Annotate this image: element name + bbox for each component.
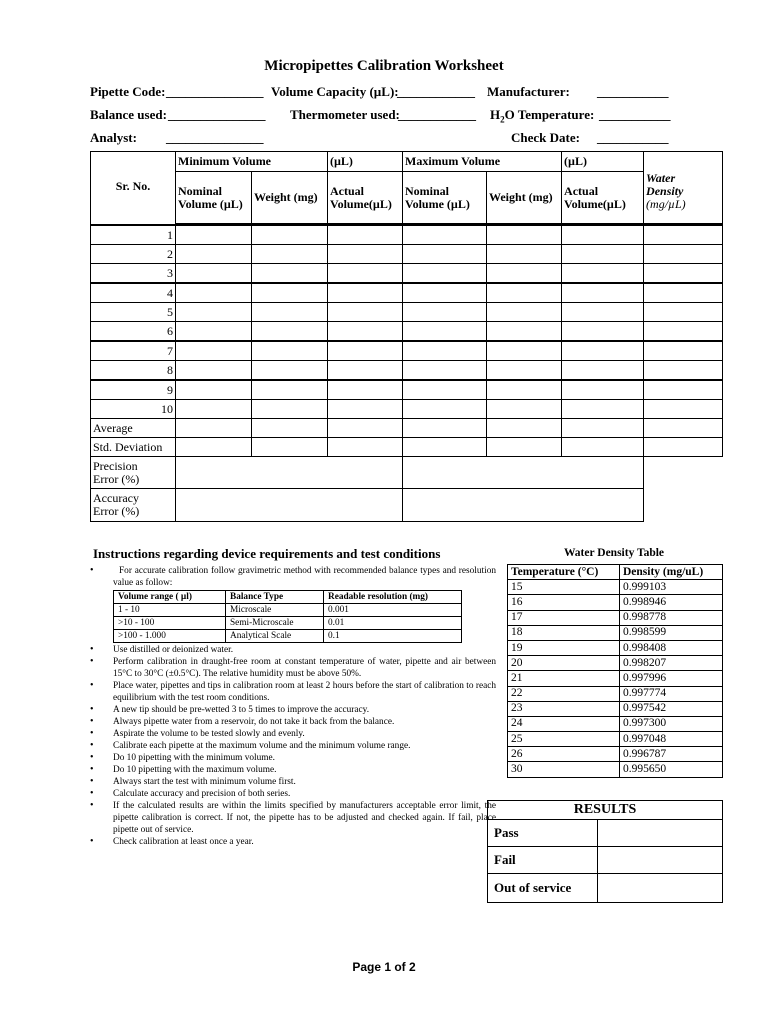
max-volume-unit: (µL) [562,152,644,172]
cell[interactable] [562,380,644,400]
fail-cell[interactable] [598,847,723,874]
cell[interactable] [644,438,723,457]
out-of-service-cell[interactable] [598,874,723,903]
accuracy-label: Accuracy Error (%) [91,489,176,522]
cell[interactable] [328,361,403,381]
pass-label: Pass [488,820,598,847]
table-row [91,264,723,284]
list-item: • Aspirate the volume to be tested slowly and evenly. [90,728,496,740]
row-number: 10 [91,400,176,419]
row-number: 2 [91,245,176,264]
cell[interactable] [176,322,252,342]
cell[interactable] [644,264,723,284]
cell[interactable] [328,380,403,400]
table-row: 17 0.998778 [508,610,723,625]
average-label: Average [91,419,176,438]
table-row: 20 0.998207 [508,656,723,671]
pass-cell[interactable] [598,820,723,847]
analyst-field[interactable]: _______________ [166,130,264,145]
list-item: • Use distilled or deionized water. [90,644,496,656]
cell[interactable] [562,264,644,284]
cell[interactable] [252,400,328,419]
cell[interactable] [644,400,723,419]
cell[interactable] [176,245,252,264]
cell[interactable] [487,380,562,400]
cell[interactable] [487,361,562,381]
thermometer-used-label: Thermometer used: [290,107,400,122]
instructions-list [90,565,496,848]
cell[interactable] [562,283,644,303]
row-number: 6 [91,322,176,342]
table-row [91,380,723,400]
volume-capacity-label: Volume Capacity (µL): [271,84,399,99]
cell[interactable] [403,380,487,400]
cell[interactable] [487,283,562,303]
min-volume-header: Minimum Volume [176,152,328,172]
cell[interactable] [176,438,252,457]
table-row [91,400,723,419]
table-row [91,245,723,264]
cell[interactable] [176,380,252,400]
water-density-title: Water Density Table [563,547,665,559]
row-number: 8 [91,361,176,381]
cell[interactable] [403,245,487,264]
table-row [91,322,723,342]
pipette-code-label: Pipette Code: [90,84,166,99]
instructions-title: Instructions regarding device requirements and test conditions [93,546,441,561]
max-weight-header: Weight (mg) [487,172,562,224]
cell[interactable] [562,400,644,419]
cell[interactable] [252,245,328,264]
list-item: • Do 10 pipetting with the minimum volume. [90,752,496,764]
balance-type-header: Balance Type [226,591,324,604]
cell[interactable] [403,400,487,419]
cell[interactable] [644,245,723,264]
list-item: • Do 10 pipetting with the maximum volume. [90,764,496,776]
cell[interactable] [328,303,403,322]
check-date-label: Check Date: [511,130,580,145]
table-row: 22 0.997774 [508,686,723,701]
page-title: Micropipettes Calibration Worksheet [264,58,504,74]
table-row: 23 0.997542 [508,701,723,716]
cell[interactable] [328,264,403,284]
thermometer-used-field[interactable]: ____________ [398,107,476,122]
page-number: Page 1 of 2 [352,960,416,974]
std-deviation-label: Std. Deviation [91,438,176,457]
list-item: • Calculate accuracy and precision of both series. [90,788,496,800]
manufacturer-label: Manufacturer: [487,84,570,99]
cell[interactable] [644,380,723,400]
analyst-label: Analyst: [90,130,137,145]
cell[interactable] [252,341,328,361]
cell[interactable] [487,225,562,245]
cell[interactable] [328,419,403,438]
cell[interactable] [487,303,562,322]
average-row [91,419,723,438]
min-weight-header: Weight (mg) [252,172,328,224]
table-row [91,361,723,381]
water-density-header: Water Density (mg/µL) [644,172,723,224]
cell[interactable] [487,264,562,284]
row-number: 7 [91,341,176,361]
min-nominal-header: Nominal Volume (µL) [176,172,252,224]
cell[interactable] [176,419,252,438]
cell[interactable] [562,361,644,381]
table-row: 24 0.997300 [508,716,723,731]
cell[interactable] [562,438,644,457]
cell[interactable] [403,361,487,381]
volume-capacity-field[interactable]: ____________ [397,84,475,99]
cell[interactable] [644,225,723,245]
table-row: 26 0.996787 [508,747,723,762]
min-precision-cell[interactable] [176,457,403,489]
cell[interactable] [328,400,403,419]
cell[interactable] [252,438,328,457]
cell[interactable] [176,283,252,303]
water-density-table [507,564,723,778]
fail-label: Fail [488,847,598,874]
cell[interactable] [176,225,252,245]
row-number: 9 [91,380,176,400]
cell[interactable] [403,322,487,342]
h2o-temperature-label: $H_2O$ Temperature: [490,107,595,125]
cell[interactable] [176,303,252,322]
table-row: >10 - 100 Semi-Microscale 0.01 [114,617,462,630]
cell[interactable] [644,322,723,342]
cell[interactable] [403,341,487,361]
table-row: 18 0.998599 [508,625,723,640]
table-row: 1 - 10 Microscale 0.001 [114,604,462,617]
cell[interactable] [487,438,562,457]
resolution-header: Readable resolution (mg) [324,591,462,604]
cell[interactable] [562,322,644,342]
cell[interactable] [403,419,487,438]
cell[interactable] [562,225,644,245]
cell[interactable] [644,283,723,303]
cell[interactable] [487,341,562,361]
cell[interactable] [562,419,644,438]
sr-no-header: Sr. No. [91,152,176,226]
list-item: • Always start the test with minimum volume first. [90,776,496,788]
table-row: 19 0.998408 [508,640,723,655]
cell[interactable] [487,245,562,264]
cell[interactable] [328,322,403,342]
cell[interactable] [403,303,487,322]
volume-range-header: Volume range ( µl) [114,591,226,604]
cell[interactable] [252,283,328,303]
out-of-service-label: Out of service [488,874,598,903]
check-date-field[interactable]: ___________ [597,130,669,145]
cell[interactable] [644,361,723,381]
table-row: 16 0.998946 [508,595,723,610]
max-precision-cell[interactable] [403,457,644,489]
cell[interactable] [644,303,723,322]
max-nominal-header: Nominal Volume (µL) [403,172,487,224]
cell[interactable] [487,322,562,342]
volume-range-table [113,590,462,643]
cell[interactable] [176,361,252,381]
results-table [487,800,723,903]
list-item: • Place water, pipettes and tips in calibration room at least 2 hours before the start of calibration to reach equilibrium with the test room conditions. [90,680,496,704]
cell[interactable] [328,225,403,245]
max-volume-header: Maximum Volume [403,152,562,172]
cell[interactable] [252,322,328,342]
table-row [91,225,723,245]
min-accuracy-cell[interactable] [176,489,403,522]
table-row: >100 - 1.000 Analytical Scale 0.1 [114,630,462,643]
cell[interactable] [252,419,328,438]
table-row [91,283,723,303]
balance-used-label: Balance used: [90,107,167,122]
list-item: • If the calculated results are within the limits specified by manufacturers acceptable error limit, the pipette calibration is correct. If not, the pipette has to be adjusted and checked again. If fail, place pipette out of service. [90,800,496,836]
row-number: 3 [91,264,176,284]
table-row [91,303,723,322]
cell[interactable] [562,341,644,361]
min-volume-unit: (µL) [328,152,403,172]
cell[interactable] [328,438,403,457]
cell[interactable] [328,245,403,264]
max-actual-header: Actual Volume(µL) [562,172,644,224]
precision-row [91,457,723,489]
cell[interactable] [562,245,644,264]
results-title: RESULTS [488,801,723,820]
temperature-header: Temperature (°C) [508,565,620,580]
cell[interactable] [176,400,252,419]
calibration-table [90,151,723,522]
row-number: 5 [91,303,176,322]
h2o-temperature-field[interactable]: ___________ [599,107,671,122]
table-row: 21 0.997996 [508,671,723,686]
list-item: • A new tip should be pre-wetted 3 to 5 times to improve the accuracy. [90,704,496,716]
std-deviation-row [91,438,723,457]
row-number: 4 [91,283,176,303]
min-actual-header: Actual Volume(µL) [328,172,403,224]
density-header: Density (mg/uL) [620,565,723,580]
cell[interactable] [487,419,562,438]
list-item: • Check calibration at least once a year. [90,836,496,848]
cell[interactable] [403,264,487,284]
table-row: 15 0.999103 [508,580,723,595]
row-number: 1 [91,225,176,245]
cell[interactable] [562,303,644,322]
cell[interactable] [328,341,403,361]
cell[interactable] [252,380,328,400]
cell[interactable] [176,341,252,361]
cell[interactable] [644,341,723,361]
cell[interactable] [252,264,328,284]
cell[interactable] [403,225,487,245]
table-row: 30 0.995650 [508,762,723,777]
cell[interactable] [487,400,562,419]
balance-used-field[interactable]: _______________ [168,107,266,122]
cell[interactable] [252,303,328,322]
pipette-code-field[interactable]: _______________ [166,84,264,99]
list-item: • For accurate calibration follow gravimetric method with recommended balance types and resolution value as follow: [90,565,496,589]
cell[interactable] [403,438,487,457]
accuracy-row [91,489,723,522]
list-item: • Always pipette water from a reservoir, do not take it back from the balance. [90,716,496,728]
max-accuracy-cell[interactable] [403,489,644,522]
table-row: 25 0.997048 [508,732,723,747]
list-item: • Perform calibration in draught-free room at constant temperature of water, pipette and air between 15°C to 30°C (±0.5°C). The relative humidity must be above 50%. [90,656,496,680]
manufacturer-field[interactable]: ___________ [597,84,669,99]
cell[interactable] [644,419,723,438]
precision-label: Precision Error (%) [91,457,176,489]
cell[interactable] [252,361,328,381]
cell[interactable] [252,225,328,245]
list-item: • Calibrate each pipette at the maximum volume and the minimum volume range. [90,740,496,752]
cell[interactable] [328,283,403,303]
cell[interactable] [403,283,487,303]
cell[interactable] [176,264,252,284]
table-row [91,341,723,361]
